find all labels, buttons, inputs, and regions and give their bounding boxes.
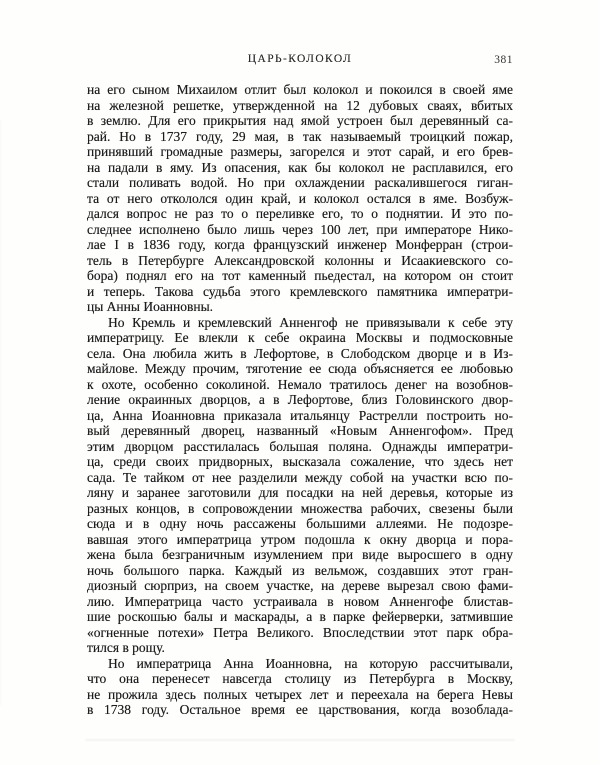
text-line: бора) поднял его на тот каменный пьедестал, на котором он стоит: [87, 268, 513, 283]
text-line: на падали в яму. Из опасения, как бы колокол не расплавился, его: [87, 159, 513, 175]
text-line: тель в Петербурге Александровской колонны и Исаакиевского со-: [87, 252, 513, 268]
text-line: «огненные потехи» Петра Великого. Впоследствии этот парк обра-: [87, 624, 513, 640]
text-line: ца, Анна Иоанновна приказала итальянцу Растрелли построить но-: [87, 407, 513, 423]
text-line: этим дворцом расстилалась большая поляна. Однажды императри-: [87, 438, 513, 454]
text-line: на железной решетке, утвержденной на 12 дубовых сваях, вбитых: [87, 97, 513, 113]
text-line: шие роскошью балы и маскарады, а в парке фейерверки, затмившие: [87, 609, 513, 624]
text-line: майлове. Между прочим, тяготение ее сюда объясняется ее любовью: [87, 361, 513, 376]
text-line: на его сыном Михаилом отлит был колокол и покоился в своей яме: [87, 82, 513, 97]
text-line: стали поливать водой. Но при охлаждении раскалившегося гиган-: [87, 175, 513, 190]
text-line: цы Анны Иоанновны.: [87, 299, 214, 314]
text-line: дался вопрос не раз то о переливке его, то о поднятии. И это по-: [87, 206, 513, 221]
text-line: в землю. Для его прикрытия над ямой устроен был деревянный са-: [87, 113, 513, 128]
text-line: тился в рощу.: [87, 640, 165, 655]
text-line: не прожила здесь полных четырех лет и переехала на берега Невы: [87, 686, 513, 702]
text-line: в 1738 году. Остальное время ее царствования, когда возоблада-: [87, 702, 513, 717]
text-line: к охоте, особенно соколиной. Немало тратилось денег на возобнов-: [87, 376, 513, 392]
text-line: лае I в 1836 году, когда французский инженер Монферран (строи-: [87, 237, 513, 252]
text-line: ца, среди своих придворных, высказала сожаление, что здесь нет: [87, 454, 513, 469]
text-line: вый деревянный дворец, названный «Новым Анненгофом». Пред: [87, 423, 513, 438]
text-line: императрицу. Ее влекли к себе окраина Москвы и подмосковные: [87, 330, 513, 345]
text-line: ночь большого парка. Каждый из вельмож, создавших этот гран-: [87, 562, 513, 578]
text-line: Но императрица Анна Иоанновна, на которую рассчитывали,: [108, 655, 513, 671]
text-line: та от него откололся один край, и колокол остался в яме. Возбуж-: [87, 190, 513, 206]
running-header: [87, 53, 513, 67]
text-line: диозный сюрприз, на своем участке, на дереве вырезал свою фами-: [87, 578, 513, 593]
text-line: рай. Но в 1737 году, 29 мая, в так называемый троицкий пожар,: [87, 128, 513, 144]
scan-artifact-line: [85, 739, 515, 741]
text-line: что она перенесет навсегда столицу из Петербурга в Москву,: [87, 671, 513, 686]
text-line: села. Она любила жить в Лефортове, в Слободском дворце и в Из-: [87, 345, 513, 361]
chapter-title: ЦАРЬ-КОЛОКОЛ: [247, 53, 353, 65]
text-line: принявший громадные размеры, загорелся и этот сарай, и его брев-: [87, 144, 513, 159]
text-line: лию. Императрица часто устраивала в новом Анненгофе блистав-: [87, 593, 513, 609]
text-line: жена была безграничным изумлением при виде выросшего в одну: [87, 547, 513, 562]
text-line: и теперь. Такова судьба этого кремлевского памятника императри-: [87, 283, 513, 299]
text-line: разных концов, в сопровождении множества рабочих, свезены были: [87, 500, 513, 516]
text-line: ляну и заранее заготовили для посадки на ней деревья, которые из: [87, 485, 513, 500]
text-block: [87, 82, 513, 718]
scan-edge-shadow: [0, 120, 3, 705]
text-line: сюда и в одну ночь рассажены большими аллеями. Не подозре-: [87, 516, 513, 531]
text-line: Но Кремль и кремлевский Анненгоф не привязывали к себе эту: [108, 314, 513, 330]
text-line: вавшая этого императрица утром подошла к окну дворца и пора-: [87, 531, 513, 547]
page-number: 381: [494, 54, 513, 66]
text-line: ление окраинных дворцов, а в Лефортове, близ Головинского двор-: [87, 392, 513, 407]
text-line: сада. Те тайком от нее разделили между собой на участки всю по-: [87, 469, 513, 485]
text-line: следнее исполнено было лишь через 100 лет, при императоре Нико-: [87, 221, 513, 237]
